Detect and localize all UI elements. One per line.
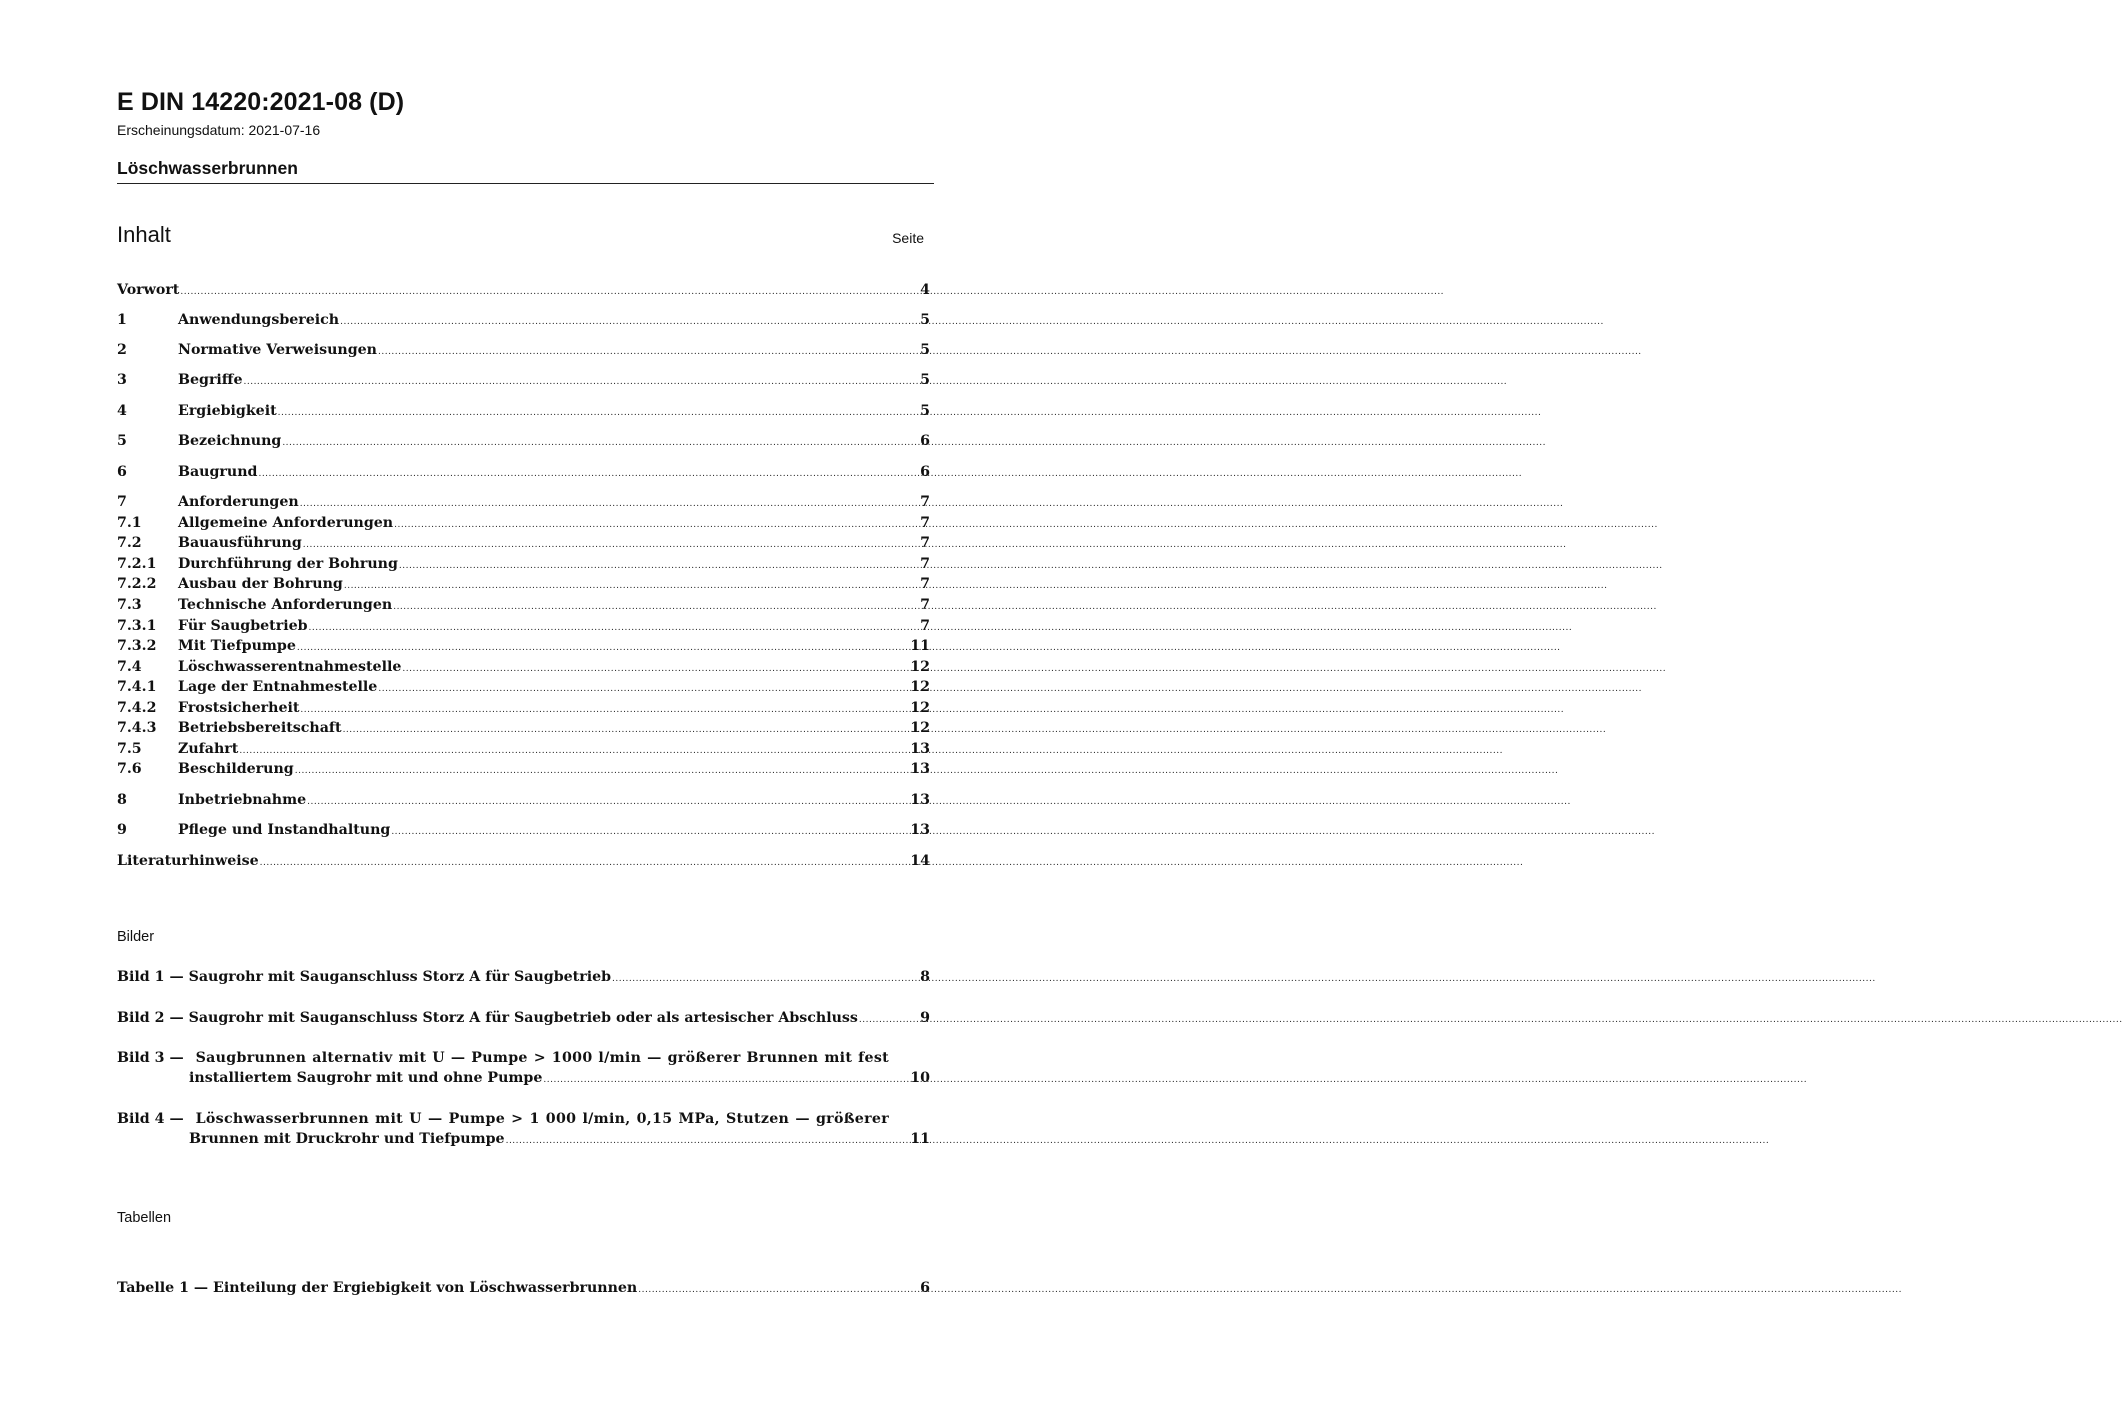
toc-page: 7 (920, 494, 930, 510)
toc-entry[interactable] (117, 657, 930, 679)
toc-number: 7.6 (117, 761, 142, 777)
toc-entry[interactable] (117, 280, 930, 302)
toc-entry[interactable] (117, 718, 930, 740)
toc-number: 1 (117, 312, 127, 328)
dot-leader (243, 372, 919, 392)
toc-title: Bauausführung (178, 535, 302, 551)
toc-number: 9 (117, 822, 127, 838)
dot-leader (506, 1131, 910, 1151)
toc-number: 2 (117, 342, 127, 358)
dot-leader (282, 433, 919, 453)
toc-page: 5 (920, 403, 930, 419)
toc-page: 13 (910, 741, 930, 757)
toc-title: Inbetriebnahme (178, 792, 307, 808)
figure-title: Bild 2 — Saugrohr mit Sauganschluss Storz A für Saugbetrieb oder als artesischer Abschluss (117, 1010, 858, 1026)
document-subject: Löschwasserbrunnen (117, 158, 298, 178)
toc-number: 7.3.2 (117, 638, 157, 654)
toc-page: 5 (920, 312, 930, 328)
toc-title: Technische Anforderungen (178, 597, 393, 613)
toc-entry[interactable] (117, 820, 930, 842)
document-id: E DIN 14220:2021-08 (D) (117, 88, 405, 116)
toc-number: 7.3.1 (117, 618, 157, 634)
figure-label: Bild 4 — (117, 1111, 184, 1127)
toc-title: Anwendungsbereich (178, 312, 340, 328)
figure-page: 11 (910, 1131, 930, 1147)
figure-page: 10 (910, 1070, 930, 1086)
figure-entry[interactable] (117, 1008, 930, 1030)
toc-entry[interactable] (117, 677, 930, 699)
toc-number: 7.2 (117, 535, 142, 551)
toc-title: Vorwort (117, 282, 180, 298)
toc-number: 7.2.1 (117, 556, 157, 572)
toc-page: 12 (910, 720, 930, 736)
toc-title: Durchführung der Bohrung (178, 556, 398, 572)
toc-number: 7.2.2 (117, 576, 157, 592)
toc-number: 8 (117, 792, 127, 808)
toc-title: Allgemeine Anforderungen (178, 515, 394, 531)
toc-number: 7.5 (117, 741, 142, 757)
figure-entry[interactable] (117, 1109, 930, 1151)
table-page: 6 (920, 1280, 930, 1296)
table-entry[interactable] (117, 1278, 930, 1300)
dot-leader (307, 792, 909, 812)
toc-title: Frostsicherheit (178, 700, 300, 716)
toc-title: Pflege und Instandhaltung (178, 822, 391, 838)
toc-entry[interactable] (117, 636, 930, 658)
toc-title: Anforderungen (178, 494, 299, 510)
toc-title: Ergiebigkeit (178, 403, 277, 419)
toc-entry[interactable] (117, 492, 930, 514)
dot-leader (391, 822, 909, 842)
toc-entry[interactable] (117, 554, 930, 576)
toc-entry[interactable] (117, 616, 930, 638)
toc-title: Literaturhinweise (117, 853, 259, 869)
toc-entry[interactable] (117, 513, 930, 535)
toc-page: 13 (910, 761, 930, 777)
figure-entry[interactable] (117, 967, 930, 989)
toc-entry[interactable] (117, 370, 930, 392)
toc-entry[interactable] (117, 340, 930, 362)
figure-label: Bild 3 — (117, 1050, 184, 1066)
toc-number: 6 (117, 464, 127, 480)
toc-number: 7.4.1 (117, 679, 157, 695)
toc-page: 7 (920, 597, 930, 613)
toc-title: Baugrund (178, 464, 258, 480)
contents-heading: Inhalt (117, 222, 171, 247)
toc-page: 7 (920, 576, 930, 592)
toc-page: 14 (910, 853, 930, 869)
toc-number: 7.4.3 (117, 720, 157, 736)
dot-leader (378, 342, 919, 362)
dot-leader (344, 576, 919, 596)
publication-date: Erscheinungsdatum: 2021-07-16 (117, 122, 321, 138)
toc-page: 7 (920, 515, 930, 531)
tables-heading: Tabellen (117, 1210, 172, 1226)
dot-leader (300, 700, 909, 720)
dot-leader (378, 679, 909, 699)
toc-entry[interactable] (117, 595, 930, 617)
figure-title-line1: Saugbrunnen alternativ mit U — Pumpe > 1000 l/min — größerer Brunnen mit fest (195, 1050, 889, 1066)
toc-title: Betriebsbereitschaft (178, 720, 342, 736)
toc-number: 7.4.2 (117, 700, 157, 716)
figure-page: 9 (920, 1010, 930, 1026)
toc-page: 4 (920, 282, 930, 298)
figure-title-line2: installiertem Saugrohr mit und ohne Pumpe (189, 1070, 543, 1086)
figure-title-line2: Brunnen mit Druckrohr und Tiefpumpe (189, 1131, 505, 1147)
toc-entry[interactable] (117, 533, 930, 555)
toc-number: 7.3 (117, 597, 142, 613)
header-divider (117, 183, 934, 184)
toc-entry[interactable] (117, 851, 930, 873)
toc-page: 7 (920, 535, 930, 551)
toc-title: Löschwasserentnahmestelle (178, 659, 402, 675)
dot-leader (612, 969, 919, 989)
dot-leader (399, 556, 919, 576)
dot-leader (394, 515, 919, 535)
toc-page: 6 (920, 464, 930, 480)
toc-page: 13 (910, 792, 930, 808)
toc-number: 7.1 (117, 515, 142, 531)
figure-title: Bild 1 — Saugrohr mit Sauganschluss Storz A für Saugbetrieb (117, 969, 612, 985)
dot-leader (258, 464, 919, 484)
table-title: Tabelle 1 — Einteilung der Ergiebigkeit von Löschwasserbrunnen (117, 1280, 638, 1296)
toc-page: 5 (920, 342, 930, 358)
dot-leader (180, 282, 919, 302)
dot-leader (343, 720, 910, 740)
dot-leader (303, 535, 919, 555)
toc-entry[interactable] (117, 310, 930, 332)
toc-number: 4 (117, 403, 127, 419)
toc-title: Zufahrt (178, 741, 239, 757)
dot-leader (300, 494, 919, 514)
figures-heading: Bilder (117, 929, 155, 945)
toc-number: 7 (117, 494, 127, 510)
toc-page: 7 (920, 618, 930, 634)
toc-number: 5 (117, 433, 127, 449)
toc-page: 5 (920, 372, 930, 388)
toc-title: Ausbau der Bohrung (178, 576, 343, 592)
toc-entry[interactable] (117, 698, 930, 720)
toc-title: Normative Verweisungen (178, 342, 377, 358)
toc-page: 6 (920, 433, 930, 449)
dot-leader (297, 638, 909, 658)
dot-leader (393, 597, 919, 617)
toc-title: Mit Tiefpumpe (178, 638, 296, 654)
toc-title: Lage der Entnahmestelle (178, 679, 378, 695)
toc-title: Begriffe (178, 372, 243, 388)
toc-entry[interactable] (117, 462, 930, 484)
toc-title: Beschilderung (178, 761, 294, 777)
toc-page: 7 (920, 556, 930, 572)
toc-page: 12 (910, 700, 930, 716)
dot-leader (402, 659, 909, 679)
toc-entry[interactable] (117, 431, 930, 453)
figure-entry[interactable] (117, 1048, 930, 1090)
toc-number: 3 (117, 372, 127, 388)
toc-title: Bezeichnung (178, 433, 282, 449)
dot-leader (260, 853, 910, 873)
toc-entry[interactable] (117, 759, 930, 781)
toc-entry[interactable] (117, 739, 930, 761)
toc-page: 13 (910, 822, 930, 838)
dot-leader (638, 1280, 919, 1300)
toc-entry[interactable] (117, 574, 930, 596)
figure-title-line1: Löschwasserbrunnen mit U — Pumpe > 1 000 l/min, 0,15 MPa, Stutzen — größerer (195, 1111, 889, 1127)
toc-page: 12 (910, 659, 930, 675)
toc-title: Für Saugbetrieb (178, 618, 308, 634)
page-column-label: Seite (892, 230, 924, 246)
toc-page: 12 (910, 679, 930, 695)
dot-leader (309, 618, 920, 638)
toc-entry[interactable] (117, 401, 930, 423)
dot-leader (239, 741, 909, 761)
dot-leader (278, 403, 919, 423)
dot-leader (295, 761, 910, 781)
toc-page: 11 (910, 638, 930, 654)
toc-entry[interactable] (117, 790, 930, 812)
toc-number: 7.4 (117, 659, 142, 675)
dot-leader (543, 1070, 909, 1090)
dot-leader (859, 1010, 919, 1030)
figure-page: 8 (920, 969, 930, 985)
dot-leader (340, 312, 919, 332)
